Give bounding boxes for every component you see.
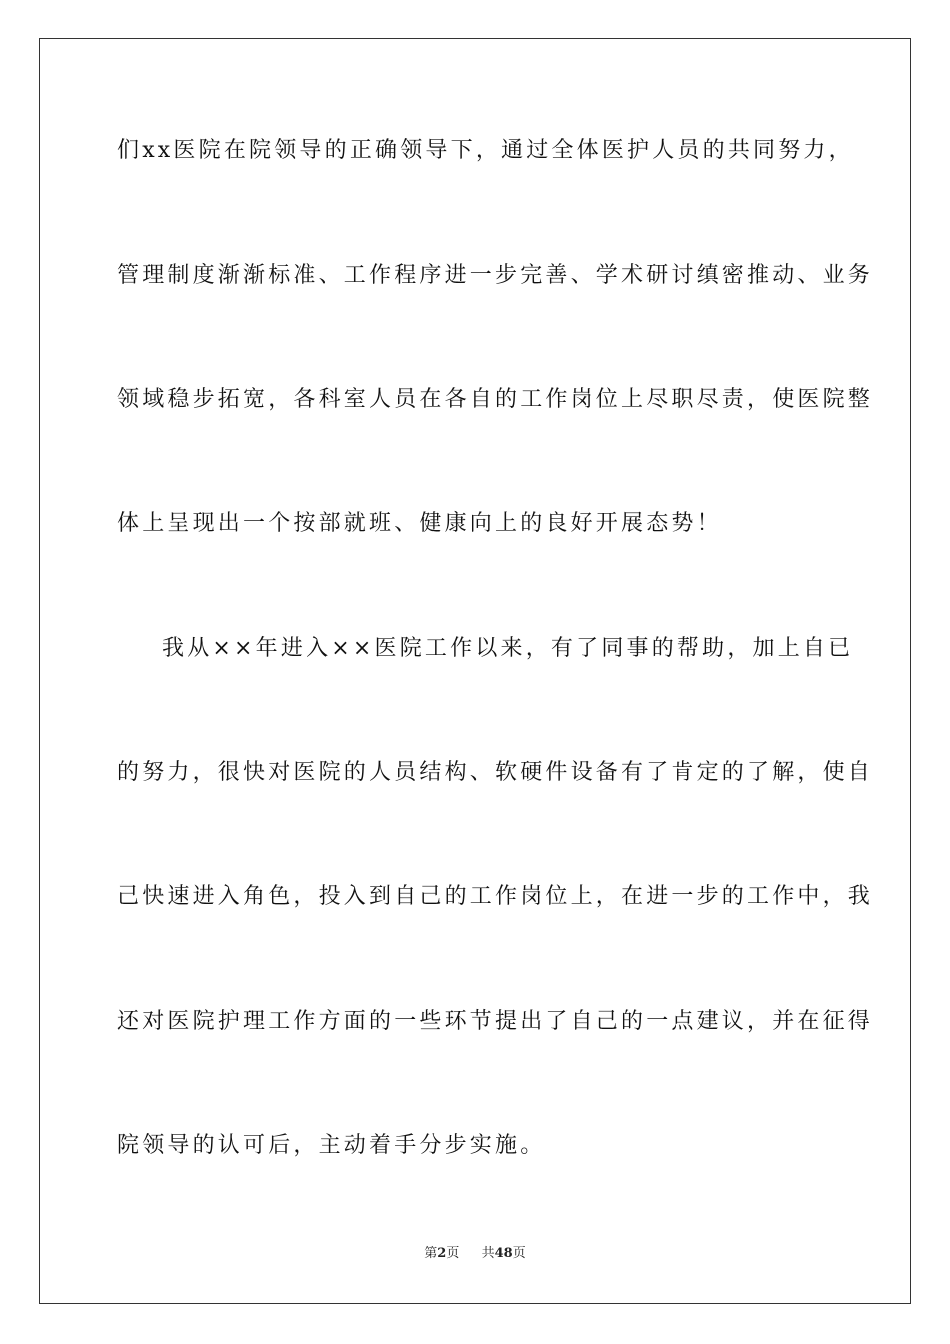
page-suffix: 页 (446, 1246, 460, 1261)
paragraph-line-8: 还对医院护理工作方面的一些环节提出了自己的一点建议，并在征得 (117, 1009, 874, 1034)
paragraph-line-1: 们xx医院在院领导的正确领导下，通过全体医护人员的共同努力， (117, 138, 854, 163)
paragraph-line-6: 的努力，很快对医院的人员结构、软硬件设备有了肯定的了解，使自 (117, 760, 874, 785)
paragraph-line-3: 领域稳步拓宽，各科室人员在各自的工作岗位上尽职尽责，使医院整 (117, 387, 874, 412)
total-suffix: 页 (512, 1246, 526, 1261)
total-prefix: 共 (481, 1246, 495, 1261)
paragraph-line-4: 体上呈现出一个按部就班、健康向上的良好开展态势！ (117, 511, 722, 536)
page-footer (0, 1245, 950, 1263)
total-pages: 48 (494, 1246, 513, 1261)
page-number: 2 (437, 1246, 447, 1261)
paragraph-line-2: 管理制度渐渐标准、工作程序进一步完善、学术研讨缜密推动、业务 (117, 263, 874, 288)
page-prefix: 第 (424, 1246, 438, 1261)
paragraph-line-9: 院领导的认可后，主动着手分步实施。 (117, 1133, 546, 1158)
paragraph-line-7: 己快速进入角色，投入到自己的工作岗位上，在进一步的工作中，我 (117, 884, 874, 909)
page-border (39, 38, 911, 1304)
paragraph-line-5: 我从××年进入××医院工作以来，有了同事的帮助，加上自已 (162, 636, 854, 661)
